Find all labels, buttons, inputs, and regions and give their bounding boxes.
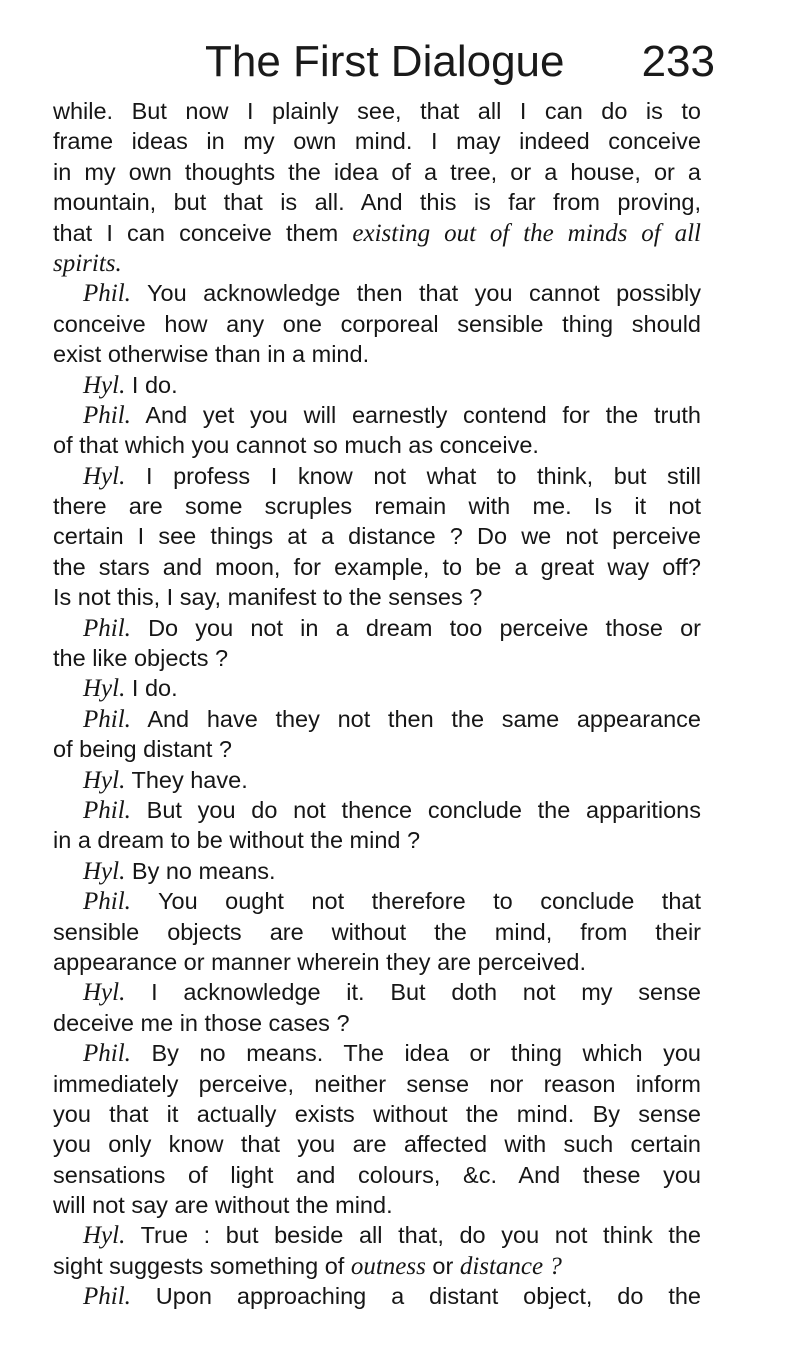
line-text: there are some scruples remain with me. Is it not [53, 493, 701, 520]
line-text: that I can conceive them [53, 219, 353, 246]
line-text: sight suggests something of [53, 1252, 351, 1279]
line-text: Is not this, I say, manifest to the senses ? [53, 584, 483, 611]
text-line [53, 278, 701, 308]
line-text: I acknowledge it. But doth not my sense [125, 979, 701, 1006]
text-line [53, 765, 701, 795]
text-line [53, 521, 701, 551]
italic-text: existing out of the minds of all [352, 219, 701, 247]
text-line [53, 917, 701, 947]
text-line [53, 825, 701, 855]
text-line [53, 400, 701, 430]
speaker-label: Hyl. [83, 462, 126, 490]
running-title: The First Dialogue [205, 37, 565, 86]
line-text: while. But now I plainly see, that all I can do is to [53, 98, 701, 124]
text-line [53, 1008, 701, 1038]
text-line [53, 157, 701, 187]
line-text: you only know that you are affected with such certain [53, 1131, 701, 1158]
line-text: conceive how any one corporeal sensible thing should [53, 310, 701, 337]
line-text: mountain, but that is all. And this is far from proving, [53, 189, 701, 216]
italic-text: outness [350, 1252, 426, 1280]
line-text: By no means. The idea or thing which you [130, 1040, 701, 1067]
speaker-label: Phil. [83, 705, 131, 733]
text-line [53, 187, 701, 217]
text-line [53, 1099, 701, 1129]
line-text: Upon approaching a distant object, do the [130, 1283, 701, 1310]
text-line [53, 1220, 701, 1250]
text-line [53, 613, 701, 643]
page-number: 233 [641, 37, 715, 86]
speaker-label: Hyl. [83, 857, 126, 885]
text-line [53, 977, 701, 1007]
running-header [205, 38, 715, 86]
line-text: of that which you cannot so much as conceive. [53, 432, 539, 459]
line-text: You acknowledge then that you cannot possibly [130, 280, 701, 307]
text-line [53, 795, 701, 825]
speaker-label: Phil. [83, 1040, 131, 1068]
speaker-label: Hyl. [83, 979, 126, 1007]
line-text: frame ideas in my own mind. I may indeed conceive [53, 128, 701, 155]
line-text: sensations of light and colours, &c. And these you [53, 1161, 701, 1188]
text-line [53, 947, 701, 977]
text-line [53, 1190, 701, 1220]
line-text: deceive me in those cases ? [53, 1009, 350, 1036]
text-line [53, 582, 701, 612]
text-line [53, 1281, 701, 1311]
text-line [53, 491, 701, 521]
speaker-label: Hyl. [83, 675, 126, 703]
italic-text: spirits. [53, 249, 122, 277]
text-line [53, 856, 701, 886]
speaker-label: Phil. [83, 888, 131, 916]
speaker-label: Phil. [83, 796, 131, 824]
text-line [53, 370, 701, 400]
text-line [53, 673, 701, 703]
line-text: sensible objects are without the mind, from their [53, 918, 701, 945]
text-line [53, 96, 701, 126]
text-line [53, 309, 701, 339]
text-line [53, 704, 701, 734]
speaker-label: Phil. [83, 1283, 131, 1311]
line-text: of being distant ? [53, 736, 232, 763]
line-text: will not say are without the mind. [53, 1192, 393, 1219]
line-text: They have. [125, 766, 248, 793]
text-line [53, 552, 701, 582]
text-line [53, 339, 701, 369]
line-text: certain I see things at a distance ? Do we not perceive [53, 523, 701, 550]
line-text: Do you not in a dream too perceive those or [130, 614, 701, 641]
speaker-label: Hyl. [83, 371, 126, 399]
line-text: the like objects ? [53, 645, 229, 672]
dialogue-text [53, 96, 701, 1312]
line-text: or [425, 1252, 460, 1279]
line-text: But you do not thence conclude the apparitions [130, 796, 701, 823]
line-text: I profess I know not what to think, but still [125, 462, 701, 489]
line-text: And yet you will earnestly contend for the truth [130, 401, 701, 428]
text-line [53, 248, 701, 278]
line-text: in my own thoughts the idea of a tree, or a house, or a [53, 158, 701, 185]
text-line [53, 1038, 701, 1068]
text-line [53, 430, 701, 460]
text-line [53, 218, 701, 248]
text-line [53, 1160, 701, 1190]
line-text: And have they not then the same appearance [130, 705, 701, 732]
text-line [53, 126, 701, 156]
text-line [53, 1251, 701, 1281]
speaker-label: Phil. [83, 614, 131, 642]
text-line [53, 886, 701, 916]
line-text: I do. [125, 371, 178, 398]
text-line [53, 1069, 701, 1099]
line-text: appearance or manner wherein they are perceived. [53, 948, 586, 975]
text-line [53, 734, 701, 764]
speaker-label: Phil. [83, 401, 131, 429]
speaker-label: Hyl. [83, 766, 126, 794]
text-line [53, 643, 701, 673]
speaker-label: Phil. [83, 280, 131, 308]
text-line [53, 1129, 701, 1159]
line-text: in a dream to be without the mind ? [53, 827, 421, 854]
line-text: By no means. [125, 857, 276, 884]
line-text: True : but beside all that, do you not think the [125, 1222, 701, 1249]
text-line [53, 461, 701, 491]
line-text: the stars and moon, for example, to be a great way off? [53, 553, 701, 580]
line-text: exist otherwise than in a mind. [53, 341, 370, 368]
line-text: You ought not therefore to conclude that [130, 888, 701, 915]
line-text: you that it actually exists without the mind. By sense [53, 1100, 701, 1127]
speaker-label: Hyl. [83, 1222, 126, 1250]
italic-text: distance ? [459, 1252, 562, 1280]
line-text: I do. [125, 675, 178, 702]
line-text: immediately perceive, neither sense nor reason inform [53, 1070, 701, 1097]
